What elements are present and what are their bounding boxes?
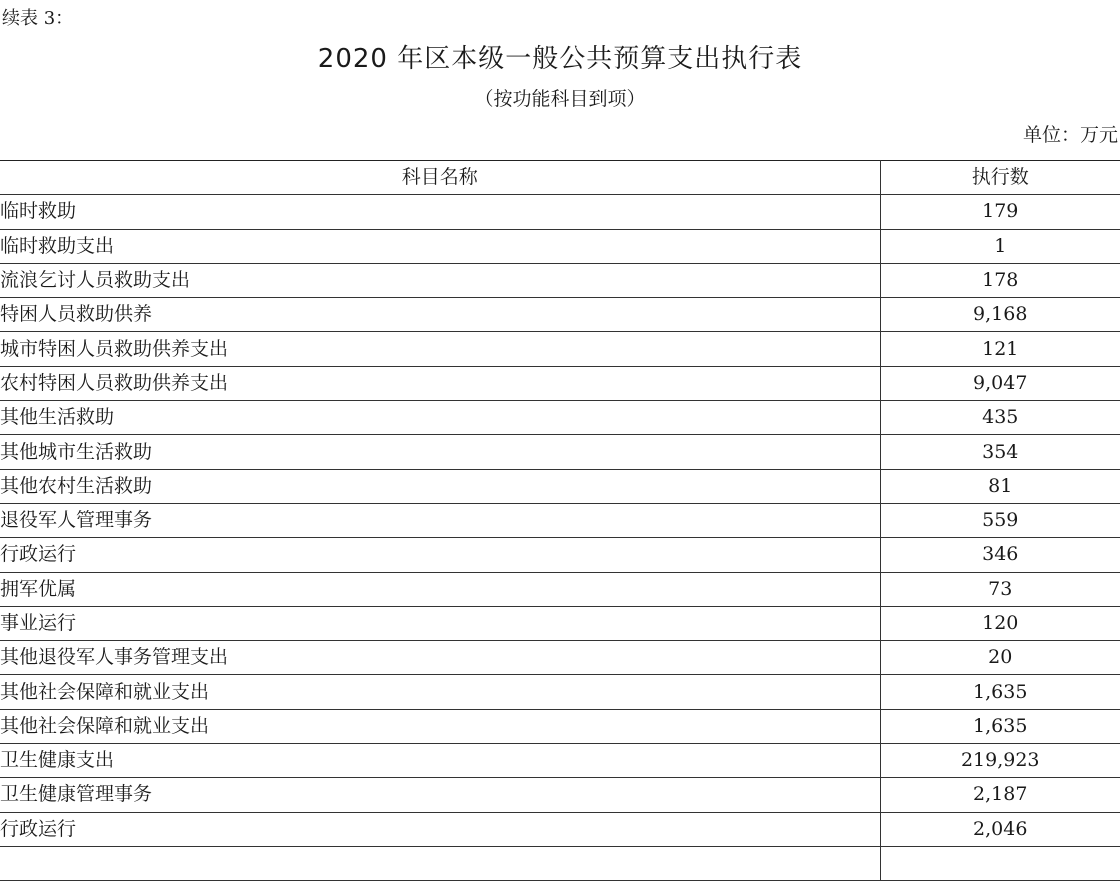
table-row bbox=[0, 846, 1120, 880]
row-executed-amount: 354 bbox=[880, 435, 1120, 469]
table-row bbox=[0, 709, 1120, 743]
table-row bbox=[0, 744, 1120, 778]
row-executed-amount: 1,635 bbox=[880, 675, 1120, 709]
row-executed-amount: 121 bbox=[880, 332, 1120, 366]
row-subject-name: 退役军人管理事务 bbox=[0, 503, 880, 537]
row-executed-amount: 1,635 bbox=[880, 709, 1120, 743]
table-row bbox=[0, 572, 1120, 606]
row-executed-amount: 20 bbox=[880, 641, 1120, 675]
budget-table bbox=[0, 160, 1120, 881]
table-row bbox=[0, 401, 1120, 435]
table-row bbox=[0, 195, 1120, 229]
table-body bbox=[0, 195, 1120, 881]
row-executed-amount: 120 bbox=[880, 606, 1120, 640]
row-executed-amount: 81 bbox=[880, 469, 1120, 503]
row-subject-name: 其他退役军人事务管理支出 bbox=[0, 641, 880, 675]
row-subject-name: 行政运行 bbox=[0, 538, 880, 572]
row-subject-name: 其他社会保障和就业支出 bbox=[0, 675, 880, 709]
row-subject-name: 事业运行 bbox=[0, 606, 880, 640]
row-subject-name: 城市特困人员救助供养支出 bbox=[0, 332, 880, 366]
row-executed-amount: 346 bbox=[880, 538, 1120, 572]
row-subject-name: 临时救助支出 bbox=[0, 229, 880, 263]
row-subject-name: 其他社会保障和就业支出 bbox=[0, 709, 880, 743]
row-executed-amount: 219,923 bbox=[880, 744, 1120, 778]
header-executed-amount: 执行数 bbox=[880, 161, 1120, 195]
table-row bbox=[0, 435, 1120, 469]
row-subject-name: 行政运行 bbox=[0, 812, 880, 846]
header-row bbox=[0, 161, 1120, 195]
table-row bbox=[0, 812, 1120, 846]
table-row bbox=[0, 263, 1120, 297]
row-executed-amount: 179 bbox=[880, 195, 1120, 229]
header-subject-name: 科目名称 bbox=[0, 161, 880, 195]
table-row bbox=[0, 675, 1120, 709]
table-title: 2020 年区本级一般公共预算支出执行表 bbox=[317, 44, 803, 74]
row-executed-amount: 9,047 bbox=[880, 366, 1120, 400]
row-subject-name bbox=[0, 846, 880, 880]
row-subject-name: 卫生健康管理事务 bbox=[0, 778, 880, 812]
table-row bbox=[0, 366, 1120, 400]
row-executed-amount: 435 bbox=[880, 401, 1120, 435]
row-subject-name: 其他城市生活救助 bbox=[0, 435, 880, 469]
table-row bbox=[0, 298, 1120, 332]
table-row bbox=[0, 332, 1120, 366]
row-executed-amount: 559 bbox=[880, 503, 1120, 537]
table-row bbox=[0, 503, 1120, 537]
row-subject-name: 农村特困人员救助供养支出 bbox=[0, 366, 880, 400]
row-subject-name: 拥军优属 bbox=[0, 572, 880, 606]
row-subject-name: 卫生健康支出 bbox=[0, 744, 880, 778]
row-executed-amount: 178 bbox=[880, 263, 1120, 297]
row-executed-amount: 1 bbox=[880, 229, 1120, 263]
row-executed-amount: 73 bbox=[880, 572, 1120, 606]
unit-label: 单位：万元 bbox=[1022, 124, 1118, 146]
table-row bbox=[0, 641, 1120, 675]
row-executed-amount bbox=[880, 846, 1120, 880]
row-executed-amount: 2,187 bbox=[880, 778, 1120, 812]
row-subject-name: 流浪乞讨人员救助支出 bbox=[0, 263, 880, 297]
row-subject-name: 其他生活救助 bbox=[0, 401, 880, 435]
row-subject-name: 特困人员救助供养 bbox=[0, 298, 880, 332]
table-row bbox=[0, 469, 1120, 503]
row-executed-amount: 2,046 bbox=[880, 812, 1120, 846]
table-row bbox=[0, 538, 1120, 572]
continuation-label: 续表 3： bbox=[2, 8, 74, 29]
table-row bbox=[0, 778, 1120, 812]
table-row bbox=[0, 229, 1120, 263]
table-subtitle: （按功能科目到项） bbox=[474, 88, 646, 110]
row-executed-amount: 9,168 bbox=[880, 298, 1120, 332]
row-subject-name: 临时救助 bbox=[0, 195, 880, 229]
row-subject-name: 其他农村生活救助 bbox=[0, 469, 880, 503]
table-row bbox=[0, 606, 1120, 640]
